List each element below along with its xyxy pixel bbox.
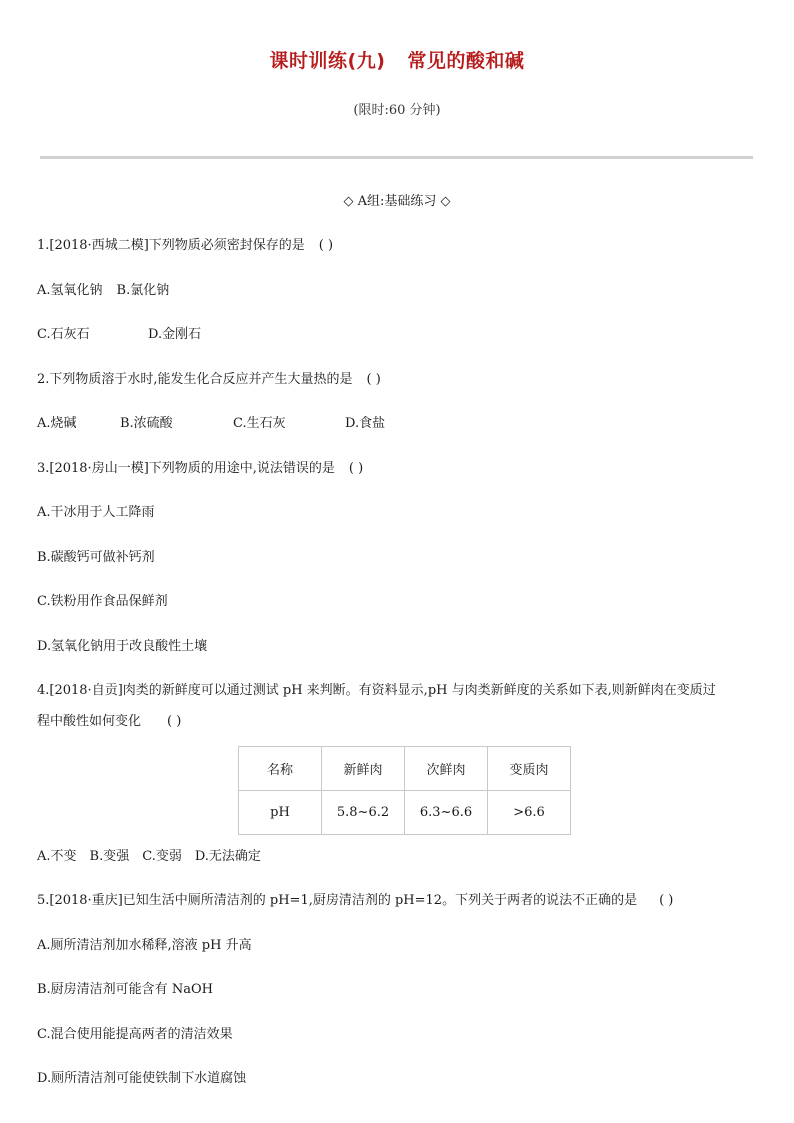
question-3-option-b: B.碳酸钙可做补钙剂: [37, 550, 155, 565]
meat-freshness-table: [238, 746, 571, 835]
page-title: [0, 46, 794, 73]
option-d: D.金刚石: [148, 327, 202, 342]
option-c: C.石灰石: [37, 327, 90, 342]
option-a: A.氢氧化钠: [37, 283, 103, 298]
question-5-option-d: D.厕所清洁剂可能使铁制下水道腐蚀: [37, 1071, 247, 1086]
table-cell: 5.8~6.2: [322, 791, 405, 835]
answer-paren: ( ): [659, 893, 674, 908]
question-2-stem: 2.下列物质溶于水时,能发生化合反应并产生大量热的是 ( ): [37, 372, 381, 387]
question-1-options-row2: [37, 323, 201, 342]
option-a: A.不变: [37, 849, 77, 864]
question-5-option-b: B.厨房清洁剂可能含有 NaOH: [37, 982, 213, 997]
question-4-options: [37, 845, 261, 864]
question-5-option-c: C.混合使用能提高两者的清洁效果: [37, 1027, 233, 1042]
table-cell: 变质肉: [488, 747, 571, 791]
table-cell: 名称: [239, 747, 322, 791]
table-header-row: [239, 747, 571, 791]
title-topic: 常见的酸和碱: [407, 50, 525, 72]
header-divider: [40, 156, 753, 159]
option-d: D.无法确定: [194, 849, 261, 864]
table-cell: >6.6: [488, 791, 571, 835]
option-b: B.浓硫酸: [120, 416, 173, 431]
answer-paren: ( ): [167, 714, 182, 729]
option-a: A.烧碱: [37, 416, 77, 431]
question-3-option-c: C.铁粉用作食品保鲜剂: [37, 594, 168, 609]
option-c: C.生石灰: [233, 416, 286, 431]
option-c: C.变弱: [142, 849, 182, 864]
table-cell: 次鲜肉: [405, 747, 488, 791]
option-d: D.食盐: [345, 416, 386, 431]
question-3-option-a: A.干冰用于人工降雨: [37, 505, 155, 520]
answer-paren: ( ): [366, 372, 381, 387]
title-lesson: 课时训练(九): [269, 50, 386, 72]
question-5-stem: 5.[2018·重庆]已知生活中厕所清洁剂的 pH=1,厨房清洁剂的 pH=12。下列关于两者的说法不正确的是 ( ): [37, 893, 674, 908]
question-3-stem: 3.[2018·房山一模]下列物质的用途中,说法错误的是 ( ): [37, 461, 364, 476]
table-row: [239, 791, 571, 835]
question-1-options-row1: [37, 279, 169, 298]
question-2-options: [37, 412, 385, 431]
table-cell: 6.3~6.6: [405, 791, 488, 835]
question-5-option-a: A.厕所清洁剂加水稀释,溶液 pH 升高: [37, 938, 252, 953]
group-heading: ◇ A组:基础练习 ◇: [343, 194, 451, 209]
question-3-option-d: D.氢氧化钠用于改良酸性土壤: [37, 639, 208, 654]
table-cell: 新鲜肉: [322, 747, 405, 791]
option-b: B.变强: [89, 849, 130, 864]
answer-paren: ( ): [348, 461, 364, 476]
option-b: B.氯化钠: [116, 283, 170, 298]
question-4-stem-line1: 4.[2018·自贡]肉类的新鲜度可以通过测试 pH 来判断。有资料显示,pH 与肉类新鲜度的关系如下表,则新鲜肉在变质过: [37, 683, 716, 698]
question-4-stem-line2: 程中酸性如何变化 ( ): [37, 714, 182, 729]
table-cell: pH: [239, 791, 322, 835]
question-1-stem: 1.[2018·西城二模]下列物质必须密封保存的是 ( ): [37, 238, 334, 253]
answer-paren: ( ): [318, 238, 334, 253]
time-limit: (限时:60 分钟): [353, 103, 441, 118]
